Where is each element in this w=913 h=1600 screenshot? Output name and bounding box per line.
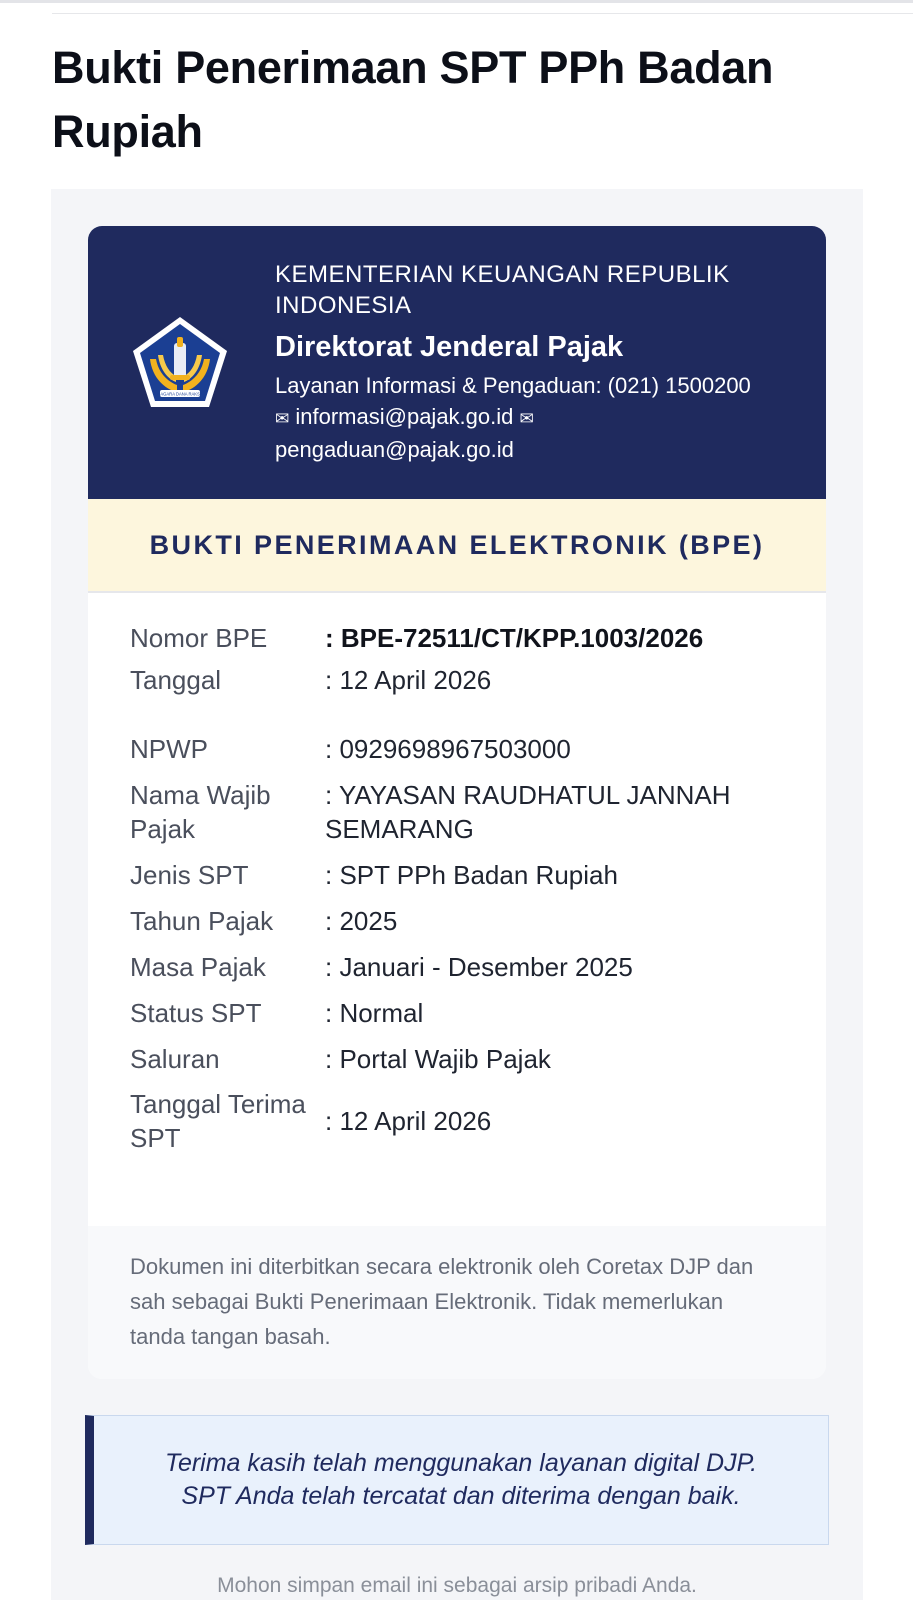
field-value: : 2025 <box>325 906 398 936</box>
receipt-card <box>88 226 826 1379</box>
bpe-title-band <box>88 499 826 593</box>
field-label: Nomor BPE <box>130 623 268 653</box>
field-value: : Normal <box>325 998 424 1028</box>
email-body <box>51 189 863 1600</box>
thank-you-line-1: Terima kasih telah menggunakan layanan digital DJP. <box>164 1449 758 1477</box>
directorate-name: Direktorat Jenderal Pajak <box>275 331 624 363</box>
field-value: : Januari - Desember 2025 <box>325 952 633 982</box>
email-subject: Bukti Penerimaan SPT PPh Badan Rupiah <box>52 42 774 157</box>
field-label: Nama Wajib Pajak <box>130 780 271 844</box>
top-divider <box>0 0 913 3</box>
legal-footnote <box>88 1226 826 1379</box>
thank-you-text <box>165 1447 757 1513</box>
mail-icon: ✉ <box>275 409 290 428</box>
field-value: : Portal Wajib Pajak <box>325 1044 551 1074</box>
contact-phone: Layanan Informasi & Pengaduan: (021) 1500200 <box>275 373 751 398</box>
field-value: : SPT PPh Badan Rupiah <box>325 860 618 890</box>
field-value: : BPE-72511/CT/KPP.1003/2026 <box>325 623 704 653</box>
mail-icon: ✉ <box>519 409 534 428</box>
bpe-title: BUKTI PENERIMAAN ELEKTRONIK (BPE) <box>149 529 765 560</box>
field-value: : 12 April 2026 <box>325 665 492 695</box>
field-label: Tahun Pajak <box>130 906 274 936</box>
field-label: Masa Pajak <box>130 952 266 982</box>
contact-info <box>275 370 795 465</box>
field-value: : 12 April 2026 <box>325 1106 492 1136</box>
field-label: Tanggal <box>130 665 222 695</box>
djp-emblem-icon <box>130 315 230 411</box>
djp-emblem-label: NAGARA DANA RAKSA <box>157 391 203 397</box>
field-label: Saluran <box>130 1044 220 1074</box>
field-value: : 0929698967503000 <box>325 734 571 764</box>
field-value: : YAYASAN RAUDHATUL JANNAH SEMARANG <box>325 780 731 844</box>
email-info-link[interactable]: informasi@pajak.go.id <box>295 404 514 429</box>
field-label: Jenis SPT <box>130 860 249 890</box>
email-complaint-link[interactable]: pengaduan@pajak.go.id <box>275 437 514 462</box>
header-divider <box>52 13 913 14</box>
field-label: NPWP <box>130 734 208 764</box>
djp-header <box>88 226 826 499</box>
ministry-name: KEMENTERIAN KEUANGAN REPUBLIK INDONESIA <box>275 261 730 319</box>
archive-note: Mohon simpan email ini sebagai arsip pribadi Anda. <box>217 1574 697 1597</box>
footnote-text: Dokumen ini diterbitkan secara elektronik oleh Coretax DJP dan sah sebagai Bukti Penerimaan Elektronik. Tidak memerlukan tanda tangan basah. <box>130 1254 754 1349</box>
thank-you-callout <box>85 1415 829 1545</box>
thank-you-line-2: SPT Anda telah tercatat dan diterima dengan baik. <box>181 1482 741 1510</box>
field-label: Status SPT <box>130 998 262 1028</box>
field-label: Tanggal Terima SPT <box>130 1089 306 1153</box>
